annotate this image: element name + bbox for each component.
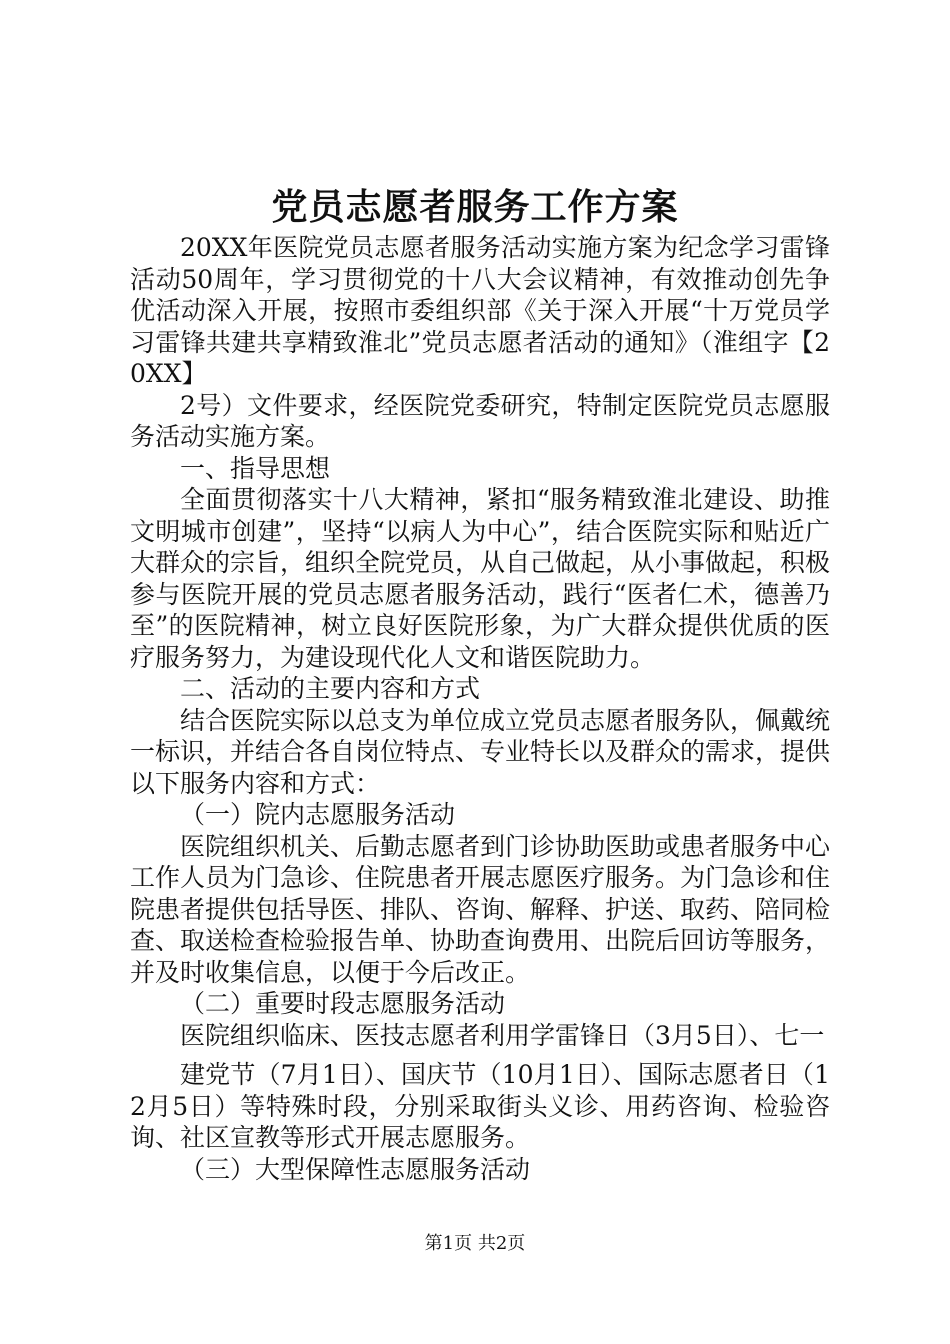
document-body [130,232,830,1185]
paragraph-key-periods: 医院组织临床、医技志愿者利用学雷锋日（3月5日）、七一 [180,1020,825,1050]
section-heading-main-content: 二、活动的主要内容和方式 [180,674,481,703]
paragraph-intro: 20XX年医院党员志愿者服务活动实施方案为纪念学习雷锋活动50周年，学习贯彻党的十八大会议精神，有效推动创先争优活动深入开展，按照市委组织部《关于深入开展“十万党员学习雷锋共建共享精致淮北”党员志愿者活动的通知》（淮组字【20XX】 [130,233,830,388]
document-title: 党员志愿者服务工作方案 [271,186,679,228]
paragraph-key-periods-continued: 建党节（7月1日）、国庆节（10月1日）、国际志愿者日（12月5日）等特殊时段，分别采取街头义诊、用药咨询、检验咨询、社区宣教等形式开展志愿服务。 [130,1060,830,1152]
subsection-heading-in-hospital: （一）院内志愿服务活动 [180,800,456,829]
subsection-heading-large-scale: （三）大型保障性志愿服务活动 [180,1154,531,1184]
paragraph-in-hospital: 医院组织机关、后勤志愿者到门诊协助医助或患者服务中心工作人员为门急诊、住院患者开展志愿医疗服务。为门急诊和住院患者提供包括导医、排队、咨询、解释、护送、取药、陪同检查、取送检查检验报告单、协助查询费用、出院后回访等服务，并及时收集信息，以便于今后改正。 [130,831,831,987]
paragraph-intro-continued: 2号）文件要求，经医院党委研究，特制定医院党员志愿服务活动实施方案。 [130,390,830,451]
subsection-heading-key-periods: （二）重要时段志愿服务活动 [180,989,506,1018]
section-heading-guiding-ideology: 一、指导思想 [180,453,331,483]
paragraph-main-content: 结合医院实际以总支为单位成立党员志愿者服务队，佩戴统一标识，并结合各自岗位特点、专业特长以及群众的需求，提供以下服务内容和方式： [130,705,831,798]
page-footer: 第1页 共2页 [424,1233,526,1254]
paragraph-guiding-ideology: 全面贯彻落实十八大精神，紧扣“服务精致淮北建设、助推文明城市创建”，坚持“以病人为中心”，结合医院实际和贴近广大群众的宗旨，组织全院党员，从自己做起，从小事做起，积极参与医院开展的党员志愿者服务活动，践行“医者仁术，德善乃至”的医院精神，树立良好医院形象，为广大群众提供优质的医疗服务努力，为建设现代化人文和谐医院助力。 [130,485,831,672]
paragraph-gap [130,1051,830,1059]
